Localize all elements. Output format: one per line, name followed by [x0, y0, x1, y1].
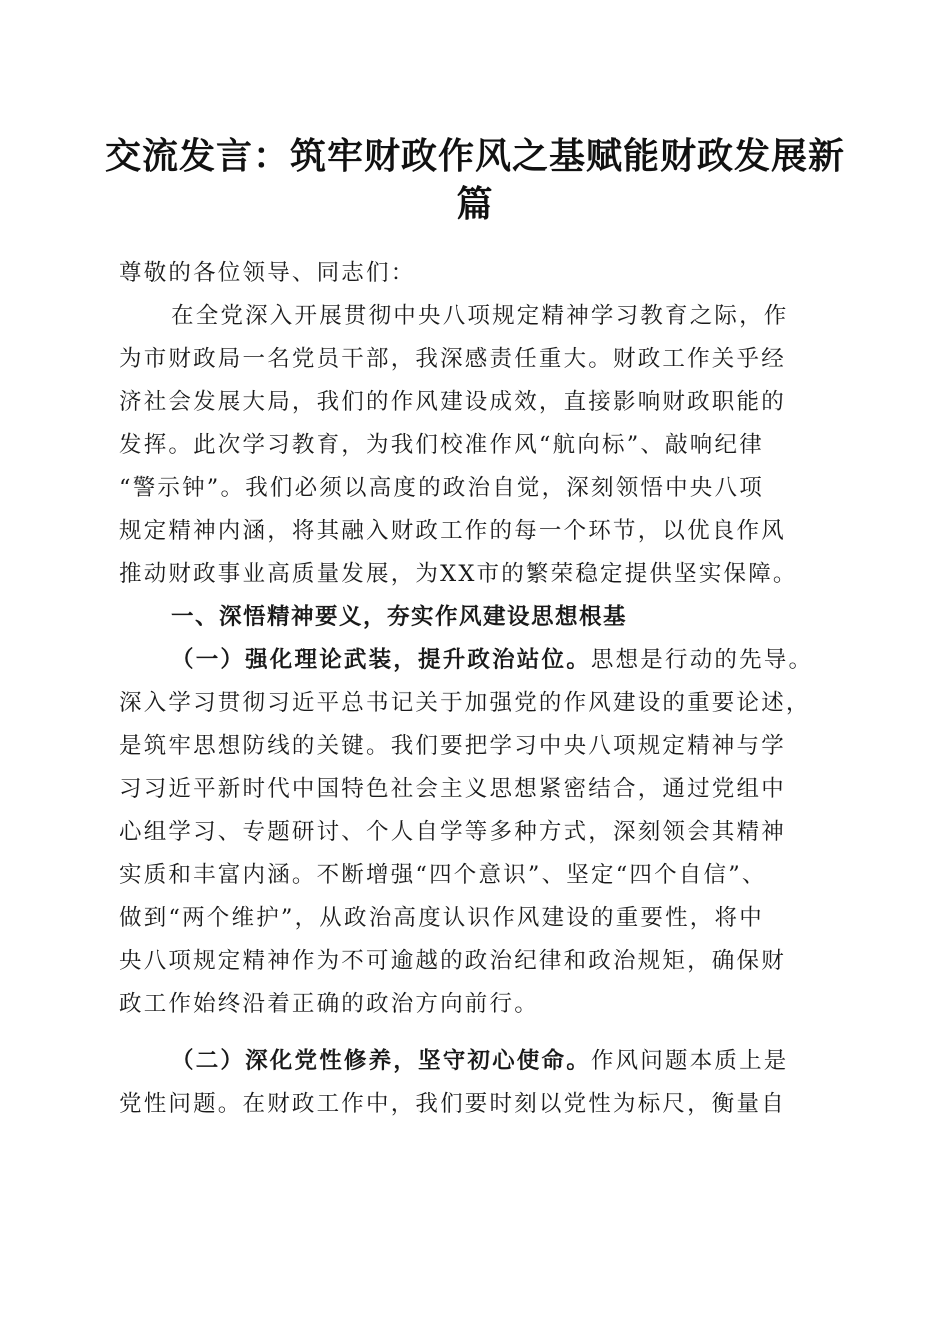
sub-section-2 [119, 1040, 831, 1126]
document-body [119, 252, 831, 1126]
sub-section-1-line: 实质和丰富内涵。不断增强“四个意识”、坚定“四个自信”、 [119, 862, 767, 888]
sub-section-1-line: 央八项规定精神作为不可逾越的政治纪律和政治规矩，确保财 [119, 948, 786, 974]
section-heading-1: 一、深悟精神要义，夯实作风建设思想根基 [171, 604, 628, 630]
sub-section-2-text: 作风问题本质上是 [590, 1048, 789, 1074]
sub-section-1-title: （一）强化理论武装，提升政治站位。 [171, 647, 591, 673]
sub-section-1-line: 习习近平新时代中国特色社会主义思想紧密结合，通过党组中 [119, 776, 786, 802]
sub-section-1-first-line [119, 639, 831, 682]
intro-paragraph [119, 295, 831, 596]
intro-line: 为市财政局一名党员干部，我深感责任重大。财政工作关乎经 [119, 346, 786, 372]
intro-line: “警示钟”。我们必须以高度的政治自觉，深刻领悟中央八项 [119, 475, 764, 501]
sub-section-1-line: 是筑牢思想防线的关键。我们要把学习中央八项规定精神与学 [119, 733, 786, 759]
title-line-2: 篇 [456, 183, 494, 225]
sub-section-1-line: 政工作始终沿着正确的政治方向前行。 [119, 991, 539, 1017]
intro-line: 济社会发展大局，我们的作风建设成效，直接影响财政职能的 [119, 389, 786, 415]
sub-section-2-line: 党性问题。在财政工作中，我们要时刻以党性为标尺，衡量自 [119, 1091, 786, 1117]
intro-line: 在全党深入开展贯彻中央八项规定精神学习教育之际，作 [171, 303, 789, 329]
sub-section-2-title: （二）深化党性修养，坚守初心使命。 [171, 1048, 591, 1074]
paragraph-gap [119, 1026, 831, 1040]
sub-section-1-line: 深入学习贯彻习近平总书记关于加强党的作风建设的重要论述， [119, 690, 811, 716]
sub-section-1 [119, 639, 831, 1026]
title-line-1: 交流发言：筑牢财政作风之基赋能财政发展新 [104, 135, 845, 177]
sub-section-1-line: 做到“两个维护”，从政治高度认识作风建设的重要性，将中 [119, 905, 764, 931]
sub-section-1-text: 思想是行动的先导。 [590, 647, 814, 673]
intro-line: 规定精神内涵，将其融入财政工作的每一个环节，以优良作风 [119, 518, 786, 544]
sub-section-1-line: 心组学习、专题研讨、个人自学等多种方式，深刻领会其精神 [119, 819, 786, 845]
salutation: 尊敬的各位领导、同志们： [119, 260, 416, 286]
sub-section-2-first-line [119, 1040, 831, 1083]
document-title [100, 132, 850, 228]
intro-line: 推动财政事业高质量发展，为XX市的繁荣稳定提供坚实保障。 [119, 561, 798, 587]
intro-line: 发挥。此次学习教育，为我们校准作风“航向标”、敲响纪律 [119, 432, 764, 458]
